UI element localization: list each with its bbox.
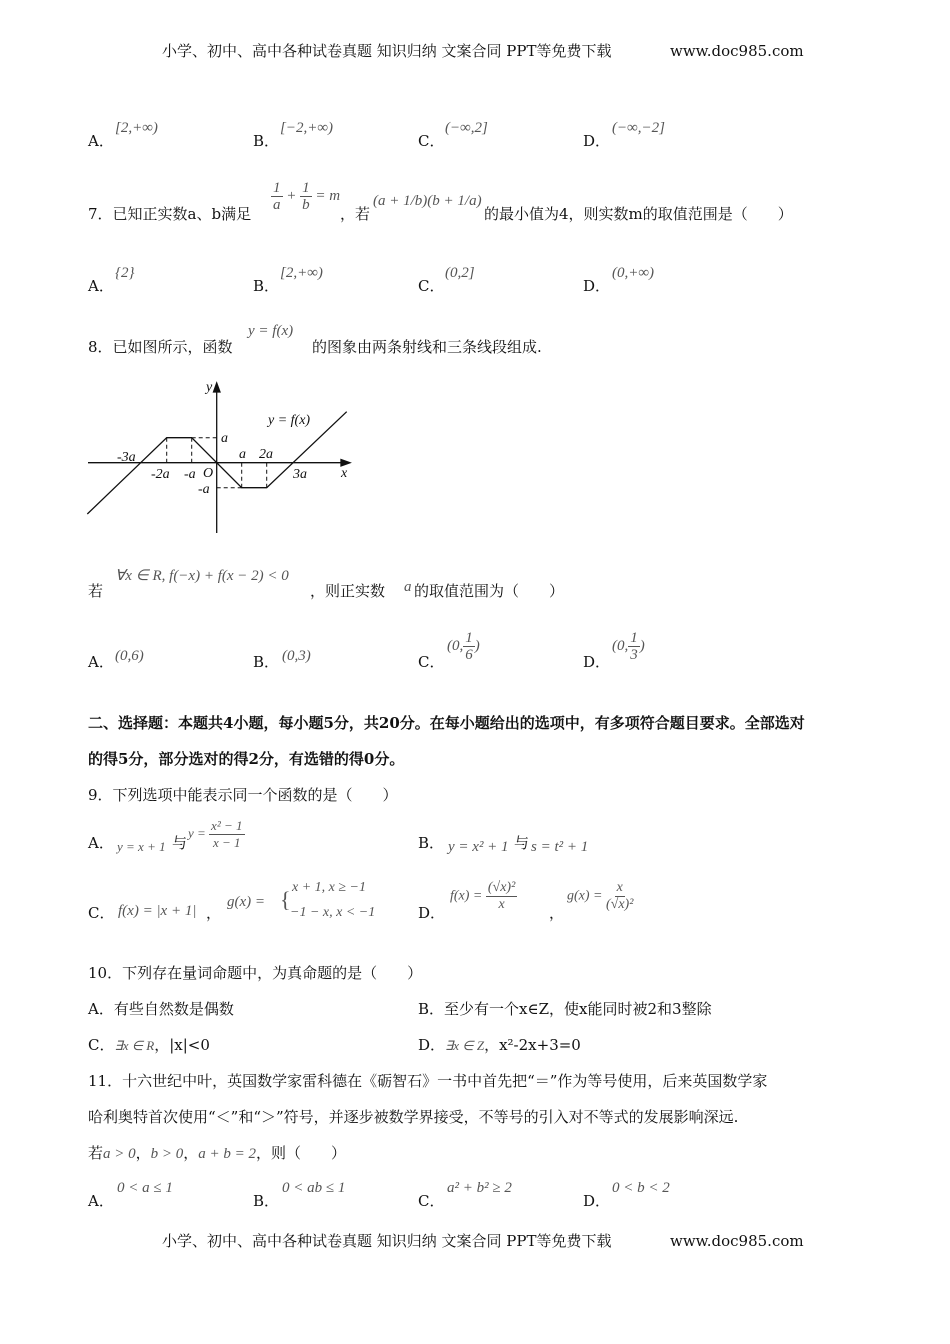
- x-axis-label: x: [341, 466, 348, 481]
- a-f2-den: x − 1: [213, 835, 241, 850]
- q10-b: [418, 1000, 712, 1018]
- q7-option-b: [2,+∞): [280, 265, 323, 281]
- q10-d: [418, 1036, 581, 1055]
- q9-c-f1: f(x) = |x + 1|: [118, 903, 197, 919]
- q7-frac-den-a: a: [273, 197, 281, 213]
- q6-option-b-label: B．: [253, 132, 280, 150]
- q9-d-label: D．: [418, 904, 446, 922]
- q8-condition: ∀x ∈ R, f(−x) + f(x − 2) < 0: [115, 568, 289, 584]
- label-neg3a: -3a: [117, 450, 136, 465]
- q8-function: y = f(x): [248, 323, 294, 339]
- label-a-x: a: [239, 447, 246, 462]
- label-nega: -a: [184, 467, 196, 482]
- q11-pre: 若: [88, 1144, 104, 1162]
- d-f-num: (√x)²: [487, 880, 516, 895]
- q7-option-c: (0,2]: [445, 265, 475, 281]
- q9-a-f2: [188, 818, 245, 851]
- d-g-pre: g(x) =: [567, 888, 603, 904]
- q9-c-brace: {: [280, 887, 291, 912]
- q10-c-math: ∃x ∈ R: [114, 1038, 155, 1053]
- d-g-num: x: [616, 880, 623, 895]
- q8-option-a-label: A．: [88, 653, 114, 671]
- label-3a: 3a: [293, 467, 307, 482]
- q9-stem: 9．下列选项中能表示同一个函数的是（ ）: [88, 786, 398, 804]
- label-neg2a: -2a: [151, 467, 170, 482]
- q10-stem: 10．下列存在量词命题中，为真命题的是（ ）: [88, 964, 423, 982]
- q11-option-c: a² + b² ≥ 2: [447, 1180, 512, 1196]
- d-post: ): [639, 637, 645, 654]
- q10-c-label: C．: [88, 1036, 115, 1054]
- q8-cond-post: ，则正实数: [310, 582, 386, 600]
- q8-option-a: (0,6): [115, 648, 144, 664]
- q8-function-graph: [80, 370, 360, 540]
- d-f-den: x: [498, 897, 505, 912]
- q7-frac-den-b: b: [302, 197, 310, 213]
- c-pre: (0,: [447, 637, 464, 654]
- q7-stem-2: ，若: [340, 205, 371, 223]
- q9-c-case2: −1 − x, x < −1: [290, 905, 376, 920]
- q8-cond-end: 的取值范围为（ ）: [414, 582, 565, 600]
- q8-option-b-label: B．: [253, 653, 280, 671]
- d-f-pre: f(x) =: [450, 888, 483, 904]
- q8-option-b: (0,3): [282, 648, 311, 664]
- label-origin: O: [203, 466, 214, 481]
- q9-d-comma: ，: [549, 904, 565, 922]
- q6-option-c: (−∞,2]: [445, 120, 488, 136]
- q7-option-a: {2}: [115, 265, 135, 281]
- q8-option-d-label: D．: [583, 653, 611, 671]
- q11-line3: [88, 1144, 346, 1163]
- q9-d-g: [567, 880, 633, 913]
- q10-d-math: ∃x ∈ Z: [445, 1038, 485, 1053]
- q10-c-text: ，|x|<0: [154, 1036, 210, 1054]
- q6-option-a-label: A．: [88, 132, 114, 150]
- q9-b-f1: y = x² + 1: [448, 839, 509, 855]
- q11-line2: 哈利奥特首次使用“＜”和“＞”符号，并逐步被数学界接受，不等号的引入对不等式的发展影响深远.: [88, 1108, 739, 1126]
- y-axis-label: y: [206, 380, 213, 395]
- q11-c1: a > 0: [103, 1146, 136, 1162]
- graph-title: y = f(x): [268, 413, 311, 428]
- c-num: 1: [465, 630, 473, 646]
- q7-option-a-label: A．: [88, 277, 114, 295]
- q10-c: [88, 1036, 210, 1055]
- d-g-den: (√x)²: [606, 897, 634, 912]
- label-2a: 2a: [259, 447, 273, 462]
- q7-option-b-label: B．: [253, 277, 280, 295]
- q11-line1: 11．十六世纪中叶，英国数学家雷科德在《砺智石》一书中首先把“＝”作为等号使用，后来英国数学家: [88, 1072, 768, 1090]
- q9-a-f1: y = x + 1: [117, 839, 166, 854]
- q6-option-c-label: C．: [418, 132, 445, 150]
- q7-condition: $\frac{1}{a}$ + $\frac{1}{b}$ = m: [273, 180, 341, 213]
- q11-option-b: 0 < ab ≤ 1: [282, 1180, 346, 1196]
- q9-b-label: B．: [418, 834, 445, 852]
- y-axis-arrow: [214, 383, 221, 392]
- q7-frac-num-2: 1: [302, 180, 310, 196]
- c-post: ): [474, 637, 480, 654]
- q7-option-c-label: C．: [418, 277, 445, 295]
- d-den: 3: [630, 647, 638, 663]
- q7-stem-1: 7．已知正实数a、b满足: [88, 205, 252, 223]
- q7-stem-3: 的最小值为4，则实数m的取值范围是（ ）: [484, 205, 793, 223]
- q6-option-b: [−2,+∞): [280, 120, 334, 136]
- q7-frac-num: 1: [273, 180, 281, 196]
- q9-b-join: 与: [514, 834, 530, 852]
- q9-c-comma: ，: [206, 904, 222, 922]
- q11-sep1: ，: [135, 1144, 151, 1162]
- q9-d-f: [450, 880, 517, 913]
- section2-line2: 的得5分，部分选对的得2分，有选错的得0分。: [88, 750, 405, 768]
- q10-b-label: B．: [418, 1000, 445, 1018]
- a-f2-pre: y =: [188, 825, 206, 841]
- label-nega-y: -a: [198, 482, 210, 497]
- q10-a-text: 有些自然数是偶数: [113, 1000, 234, 1018]
- q6-option-d: (−∞,−2]: [612, 120, 666, 136]
- q9-c-case1: x + 1, x ≥ −1: [292, 880, 367, 895]
- q9-c-label: C．: [88, 904, 115, 922]
- q8-option-d: [612, 630, 645, 663]
- q11-option-c-label: C．: [418, 1192, 445, 1210]
- q10-d-text: ，x²-2x+3=0: [484, 1036, 581, 1054]
- q11-option-a-label: A．: [88, 1192, 114, 1210]
- footer-text: 小学、初中、高中各种试卷真题 知识归纳 文案合同 PPT等免费下载: [162, 1232, 612, 1250]
- q8-cond-pre: 若: [88, 582, 104, 600]
- q10-a-label: A．: [88, 1000, 114, 1018]
- q7-option-d-label: D．: [583, 277, 611, 295]
- q11-c3: a + b = 2: [198, 1146, 257, 1162]
- q7-expression: (a + 1/b)(b + 1/a): [373, 193, 482, 209]
- q10-a: [88, 1000, 234, 1018]
- q11-option-d-label: D．: [583, 1192, 611, 1210]
- header-site-link[interactable]: www.doc985.com: [670, 42, 804, 60]
- q9-b-f2: s = t² + 1: [531, 839, 589, 855]
- section2-line1: 二、选择题：本题共4小题，每小题5分，共20分。在每小题给出的选项中，有多项符合题目要求。全部选对: [88, 714, 805, 732]
- q6-option-d-label: D．: [583, 132, 611, 150]
- q8-stem-1: 8．已如图所示，函数: [88, 338, 233, 356]
- q11-option-a: 0 < a ≤ 1: [117, 1180, 173, 1196]
- q9-a-label: A．: [88, 834, 114, 852]
- q8-stem-2: 的图象由两条射线和三条线段组成.: [312, 338, 542, 356]
- q11-c2: b > 0: [150, 1146, 184, 1162]
- q7-cond-m: = m: [315, 187, 341, 204]
- footer-site-link[interactable]: www.doc985.com: [670, 1232, 804, 1250]
- q11-post: ，则（ ）: [256, 1144, 347, 1162]
- q11-option-d: 0 < b < 2: [612, 1180, 670, 1196]
- q9-c-g: g(x) =: [227, 894, 266, 910]
- a-f2-num: x² − 1: [211, 818, 243, 833]
- q10-d-label: D．: [418, 1036, 446, 1054]
- d-num: 1: [630, 630, 638, 646]
- c-den: 6: [465, 647, 473, 663]
- d-pre: (0,: [612, 637, 629, 654]
- q8-option-c-label: C．: [418, 653, 445, 671]
- header-text: 小学、初中、高中各种试卷真题 知识归纳 文案合同 PPT等免费下载: [162, 42, 612, 60]
- q7-option-d: (0,+∞): [612, 265, 655, 281]
- label-a-y: a: [221, 431, 228, 446]
- q10-b-text: 至少有一个x∈Z，使x能同时被2和3整除: [444, 1000, 712, 1018]
- q8-var: a: [404, 579, 412, 595]
- q9-a-join: 与: [172, 834, 188, 852]
- q11-option-b-label: B．: [253, 1192, 280, 1210]
- q6-option-a: [2,+∞): [115, 120, 158, 136]
- q8-option-c: [447, 630, 480, 663]
- q11-sep2: ，: [183, 1144, 199, 1162]
